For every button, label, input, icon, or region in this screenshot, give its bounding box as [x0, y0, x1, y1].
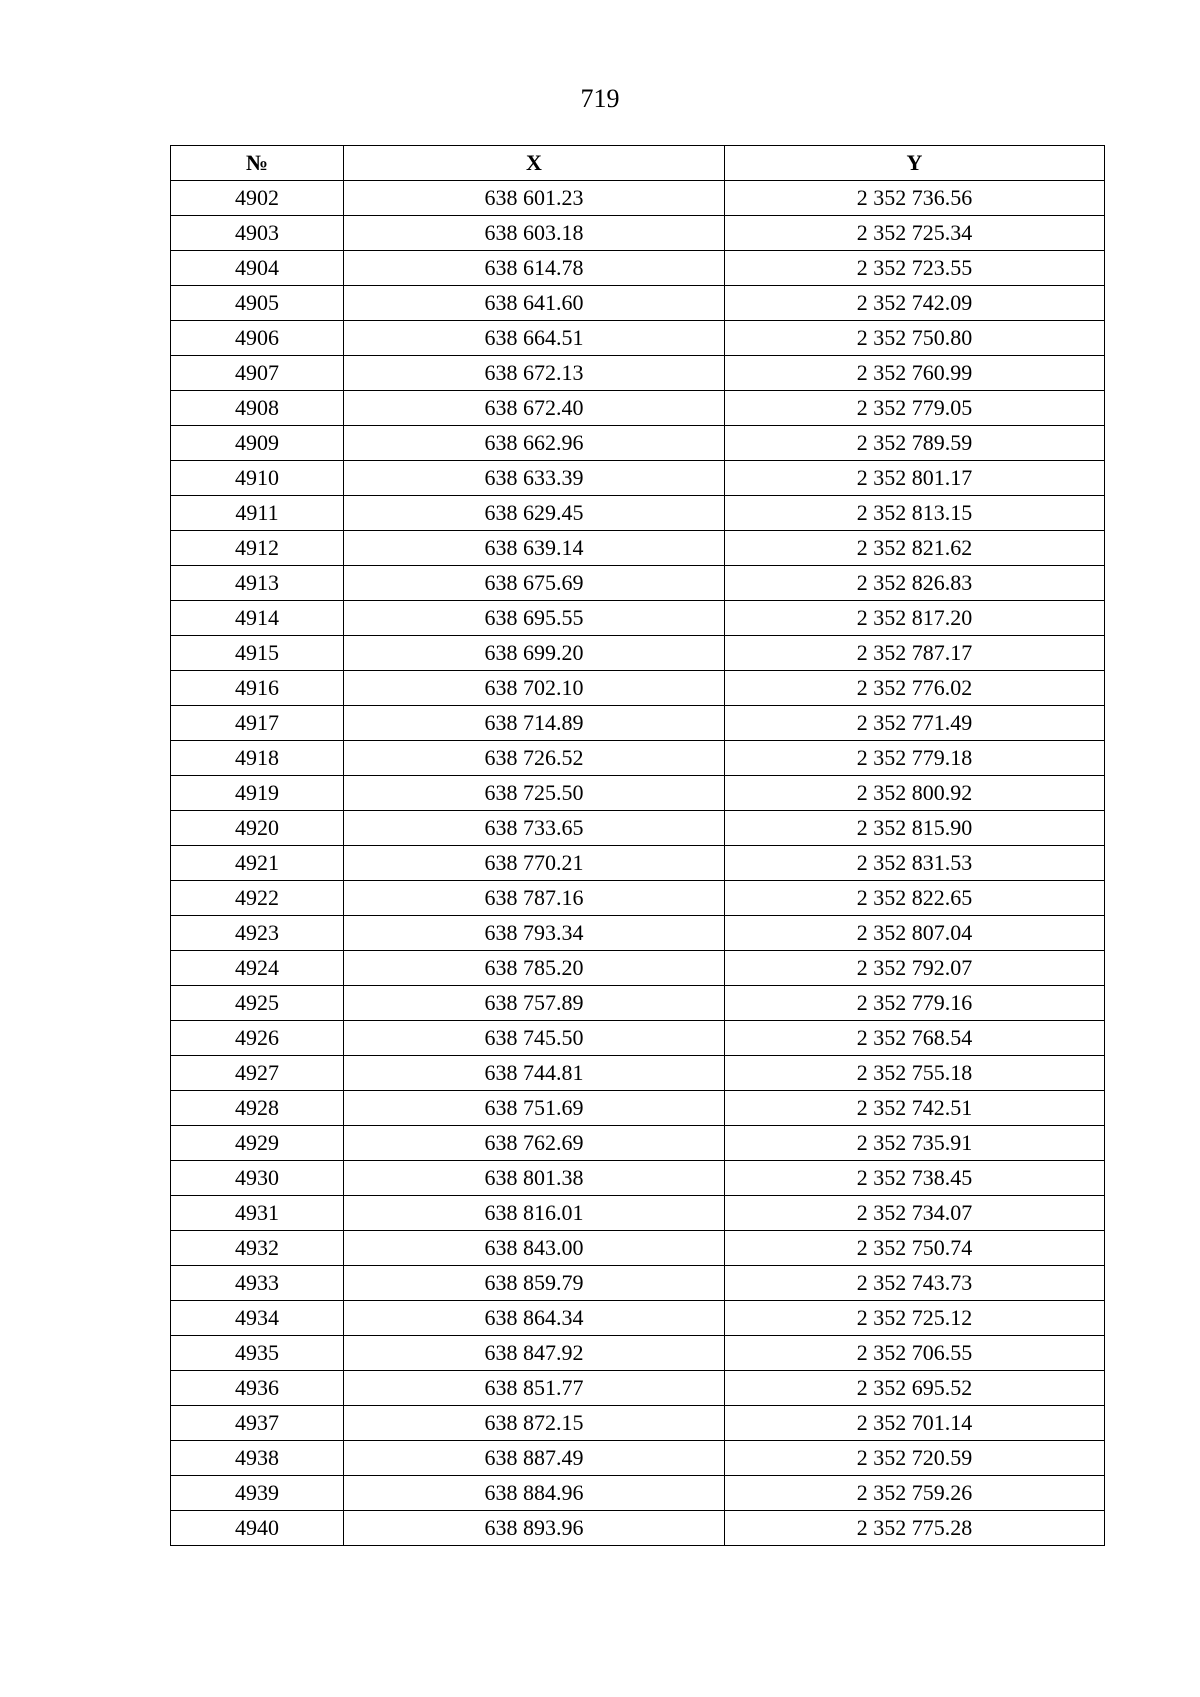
table-row: [171, 706, 1105, 741]
cell-number: 4940: [171, 1511, 344, 1546]
cell-x: 638 662.96: [344, 426, 725, 461]
cell-y: 2 352 742.09: [725, 286, 1105, 321]
cell-x: 638 864.34: [344, 1301, 725, 1336]
table-row: [171, 1196, 1105, 1231]
table-row: [171, 671, 1105, 706]
cell-x: 638 629.45: [344, 496, 725, 531]
cell-number: 4913: [171, 566, 344, 601]
cell-x: 638 614.78: [344, 251, 725, 286]
cell-x: 638 751.69: [344, 1091, 725, 1126]
cell-x: 638 639.14: [344, 531, 725, 566]
cell-y: 2 352 750.74: [725, 1231, 1105, 1266]
table-row: [171, 1511, 1105, 1546]
cell-number: 4931: [171, 1196, 344, 1231]
cell-number: 4934: [171, 1301, 344, 1336]
cell-number: 4936: [171, 1371, 344, 1406]
table-row: [171, 776, 1105, 811]
cell-x: 638 714.89: [344, 706, 725, 741]
table-row: [171, 426, 1105, 461]
cell-y: 2 352 701.14: [725, 1406, 1105, 1441]
table-row: [171, 321, 1105, 356]
cell-y: 2 352 789.59: [725, 426, 1105, 461]
table-header-row: [171, 146, 1105, 181]
cell-y: 2 352 736.56: [725, 181, 1105, 216]
cell-x: 638 893.96: [344, 1511, 725, 1546]
cell-x: 638 675.69: [344, 566, 725, 601]
cell-x: 638 847.92: [344, 1336, 725, 1371]
table-row: [171, 566, 1105, 601]
cell-number: 4924: [171, 951, 344, 986]
cell-number: 4906: [171, 321, 344, 356]
table-row: [171, 251, 1105, 286]
cell-x: 638 664.51: [344, 321, 725, 356]
cell-x: 638 603.18: [344, 216, 725, 251]
cell-y: 2 352 720.59: [725, 1441, 1105, 1476]
cell-y: 2 352 826.83: [725, 566, 1105, 601]
table-row: [171, 531, 1105, 566]
cell-y: 2 352 735.91: [725, 1126, 1105, 1161]
page-number: 719: [580, 84, 620, 113]
table-row: [171, 1441, 1105, 1476]
cell-x: 638 762.69: [344, 1126, 725, 1161]
cell-number: 4909: [171, 426, 344, 461]
cell-y: 2 352 779.05: [725, 391, 1105, 426]
cell-x: 638 745.50: [344, 1021, 725, 1056]
cell-x: 638 699.20: [344, 636, 725, 671]
cell-y: 2 352 695.52: [725, 1371, 1105, 1406]
cell-y: 2 352 775.28: [725, 1511, 1105, 1546]
table-row: [171, 216, 1105, 251]
cell-y: 2 352 821.62: [725, 531, 1105, 566]
cell-y: 2 352 831.53: [725, 846, 1105, 881]
table-row: [171, 496, 1105, 531]
cell-y: 2 352 822.65: [725, 881, 1105, 916]
table-row: [171, 636, 1105, 671]
cell-number: 4923: [171, 916, 344, 951]
cell-y: 2 352 760.99: [725, 356, 1105, 391]
cell-number: 4902: [171, 181, 344, 216]
cell-x: 638 725.50: [344, 776, 725, 811]
cell-number: 4917: [171, 706, 344, 741]
table-row: [171, 986, 1105, 1021]
cell-x: 638 872.15: [344, 1406, 725, 1441]
cell-number: 4928: [171, 1091, 344, 1126]
table-row: [171, 1406, 1105, 1441]
cell-y: 2 352 771.49: [725, 706, 1105, 741]
cell-number: 4937: [171, 1406, 344, 1441]
cell-number: 4914: [171, 601, 344, 636]
cell-x: 638 672.13: [344, 356, 725, 391]
cell-x: 638 757.89: [344, 986, 725, 1021]
table-row: [171, 1231, 1105, 1266]
coordinates-table: [170, 145, 1105, 1546]
cell-x: 638 859.79: [344, 1266, 725, 1301]
table-row: [171, 881, 1105, 916]
table-row: [171, 741, 1105, 776]
table-row: [171, 601, 1105, 636]
cell-number: 4919: [171, 776, 344, 811]
cell-number: 4921: [171, 846, 344, 881]
table-row: [171, 181, 1105, 216]
cell-number: 4922: [171, 881, 344, 916]
cell-number: 4926: [171, 1021, 344, 1056]
cell-y: 2 352 817.20: [725, 601, 1105, 636]
table-row: [171, 1336, 1105, 1371]
cell-y: 2 352 815.90: [725, 811, 1105, 846]
table-row: [171, 356, 1105, 391]
table-row: [171, 1301, 1105, 1336]
table-row: [171, 1476, 1105, 1511]
cell-x: 638 843.00: [344, 1231, 725, 1266]
cell-number: 4939: [171, 1476, 344, 1511]
cell-y: 2 352 738.45: [725, 1161, 1105, 1196]
cell-y: 2 352 813.15: [725, 496, 1105, 531]
cell-x: 638 733.65: [344, 811, 725, 846]
cell-y: 2 352 759.26: [725, 1476, 1105, 1511]
table-row: [171, 461, 1105, 496]
cell-number: 4918: [171, 741, 344, 776]
cell-number: 4905: [171, 286, 344, 321]
cell-number: 4938: [171, 1441, 344, 1476]
table-row: [171, 1371, 1105, 1406]
column-header-x: X: [344, 146, 725, 181]
cell-y: 2 352 725.12: [725, 1301, 1105, 1336]
cell-x: 638 601.23: [344, 181, 725, 216]
cell-x: 638 787.16: [344, 881, 725, 916]
cell-y: 2 352 801.17: [725, 461, 1105, 496]
cell-x: 638 851.77: [344, 1371, 725, 1406]
table-row: [171, 1161, 1105, 1196]
cell-number: 4930: [171, 1161, 344, 1196]
cell-number: 4911: [171, 496, 344, 531]
cell-y: 2 352 725.34: [725, 216, 1105, 251]
cell-number: 4915: [171, 636, 344, 671]
cell-x: 638 793.34: [344, 916, 725, 951]
table-row: [171, 1091, 1105, 1126]
cell-number: 4932: [171, 1231, 344, 1266]
cell-number: 4908: [171, 391, 344, 426]
cell-x: 638 801.38: [344, 1161, 725, 1196]
cell-y: 2 352 792.07: [725, 951, 1105, 986]
cell-x: 638 770.21: [344, 846, 725, 881]
cell-number: 4933: [171, 1266, 344, 1301]
cell-x: 638 887.49: [344, 1441, 725, 1476]
cell-y: 2 352 807.04: [725, 916, 1105, 951]
cell-number: 4929: [171, 1126, 344, 1161]
cell-number: 4903: [171, 216, 344, 251]
cell-y: 2 352 779.18: [725, 741, 1105, 776]
cell-y: 2 352 723.55: [725, 251, 1105, 286]
cell-number: 4910: [171, 461, 344, 496]
cell-y: 2 352 706.55: [725, 1336, 1105, 1371]
table-body: [171, 181, 1105, 1546]
table-row: [171, 846, 1105, 881]
cell-number: 4912: [171, 531, 344, 566]
cell-number: 4904: [171, 251, 344, 286]
cell-number: 4927: [171, 1056, 344, 1091]
cell-number: 4907: [171, 356, 344, 391]
cell-number: 4935: [171, 1336, 344, 1371]
table-row: [171, 1056, 1105, 1091]
cell-x: 638 884.96: [344, 1476, 725, 1511]
cell-number: 4920: [171, 811, 344, 846]
cell-y: 2 352 742.51: [725, 1091, 1105, 1126]
cell-y: 2 352 743.73: [725, 1266, 1105, 1301]
cell-y: 2 352 779.16: [725, 986, 1105, 1021]
cell-x: 638 672.40: [344, 391, 725, 426]
cell-y: 2 352 755.18: [725, 1056, 1105, 1091]
table-row: [171, 1266, 1105, 1301]
cell-y: 2 352 776.02: [725, 671, 1105, 706]
table-row: [171, 286, 1105, 321]
table-row: [171, 391, 1105, 426]
cell-y: 2 352 787.17: [725, 636, 1105, 671]
cell-y: 2 352 768.54: [725, 1021, 1105, 1056]
cell-number: 4925: [171, 986, 344, 1021]
cell-x: 638 641.60: [344, 286, 725, 321]
column-header-y: Y: [725, 146, 1105, 181]
table-row: [171, 811, 1105, 846]
cell-x: 638 726.52: [344, 741, 725, 776]
column-header-number: №: [171, 146, 344, 181]
cell-x: 638 633.39: [344, 461, 725, 496]
cell-number: 4916: [171, 671, 344, 706]
table-row: [171, 951, 1105, 986]
cell-x: 638 695.55: [344, 601, 725, 636]
cell-y: 2 352 734.07: [725, 1196, 1105, 1231]
table-row: [171, 1021, 1105, 1056]
cell-y: 2 352 750.80: [725, 321, 1105, 356]
table-row: [171, 916, 1105, 951]
cell-x: 638 744.81: [344, 1056, 725, 1091]
cell-x: 638 816.01: [344, 1196, 725, 1231]
cell-x: 638 785.20: [344, 951, 725, 986]
table-row: [171, 1126, 1105, 1161]
cell-x: 638 702.10: [344, 671, 725, 706]
cell-y: 2 352 800.92: [725, 776, 1105, 811]
